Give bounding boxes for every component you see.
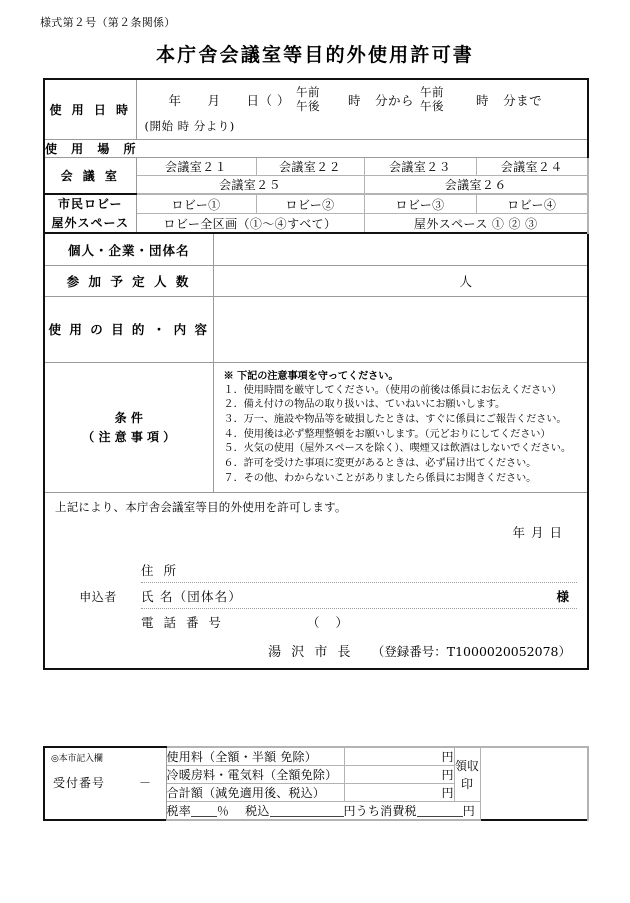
lobby-label-line1: 市民ロビー [57, 197, 123, 212]
permit-form-table [43, 78, 589, 670]
lobby-label [44, 194, 136, 233]
registration-number: （登録番号：T1000020052078） [371, 644, 571, 660]
city-use-cell [44, 747, 166, 820]
tax-rate-input[interactable] [191, 806, 217, 817]
lobby-label-line2: 屋外スペース [51, 215, 129, 230]
pm-end-label: 午後 [420, 98, 445, 113]
hour-end-label: 時 [476, 92, 490, 108]
month-label: 月 [207, 92, 221, 108]
permission-block [44, 493, 588, 670]
hour-start-label: 時 [348, 92, 362, 108]
tax-incl-key: 税込 [245, 804, 270, 818]
fee-row-usage [44, 747, 588, 766]
receipt-number-row[interactable] [45, 764, 166, 791]
mayor-title: 湯 沢 市 長 [268, 645, 354, 661]
tax-consumption-unit: 円 [462, 804, 475, 818]
fee-item-label: 合計額（減免適用後、税込） [166, 784, 344, 802]
room-option-22[interactable]: 会議室２２ [256, 158, 364, 176]
address-key: 住 所 [141, 562, 179, 578]
am-start-label: 午前 [296, 85, 321, 99]
ampm-start[interactable] [296, 86, 320, 113]
room-option-24[interactable]: 会議室２４ [476, 158, 588, 176]
table-row-purpose [44, 296, 588, 362]
outdoor-space-option[interactable]: 屋外スペース ① ② ③ [364, 214, 588, 234]
form-number: 様式第２号（第２条関係） [40, 16, 176, 29]
lobby-option-2[interactable]: ロビー② [256, 194, 364, 214]
fee-amount-cell[interactable] [344, 747, 454, 766]
table-row-place-header [44, 140, 588, 158]
lobby-option-3[interactable]: ロビー③ [364, 194, 476, 214]
condition-item: ２．備え付けの物品の取り扱いは、ていねいにお願いします。 [223, 399, 506, 411]
tax-consumption-input[interactable] [417, 806, 463, 817]
conditions-label [44, 362, 213, 493]
table-row-conditions [44, 362, 588, 493]
table-row-datetime [44, 79, 588, 140]
tax-incl-input[interactable] [270, 806, 344, 817]
place-header-label: 使 用 場 所 [44, 140, 588, 158]
purpose-label: 使 用 の 目 的 ・ 内 容 [44, 296, 213, 362]
applicant-label: 申込者 [79, 589, 117, 604]
conditions-notes [213, 362, 588, 493]
phone-key: 電 話 番 号 [141, 615, 224, 631]
name-row[interactable] [141, 583, 577, 609]
conditions-label-line2: （ 注 意 事 項 ） [82, 429, 176, 444]
participants-label: 参 加 予 定 人 数 [44, 265, 213, 296]
city-use-note: ◎本市記入欄 [51, 754, 103, 764]
minute-from-label: 分から [375, 92, 415, 108]
room-option-21[interactable]: 会議室２１ [136, 158, 256, 176]
phone-row[interactable] [141, 609, 577, 635]
condition-item: ３．万一、施設や物品等を破損したときは、すぐに係員にご報告ください。 [223, 413, 567, 425]
address-row[interactable] [141, 557, 577, 583]
fee-table [43, 746, 589, 821]
datetime-fields[interactable] [136, 79, 588, 140]
permission-date: 年 月 日 [512, 525, 563, 541]
tax-consumption-key: うち消費税 [355, 804, 417, 818]
phone-paren[interactable]: （ ） [307, 615, 354, 631]
fee-amount-cell[interactable] [344, 784, 454, 802]
participants-input-cell[interactable] [213, 265, 588, 296]
fee-amount-unit: 円 [441, 750, 454, 764]
tax-line-cell[interactable] [166, 802, 480, 821]
pm-start-label: 午後 [296, 98, 321, 113]
conditions-heading: ※ 下記の注意事項を守ってください。 [223, 369, 399, 382]
condition-item: １．使用時間を厳守してください。（使用の前後は係員にお伝えください） [223, 384, 562, 396]
lobby-option-4[interactable]: ロビー④ [476, 194, 588, 214]
table-row-applicant-name [44, 233, 588, 265]
name-suffix: 様 [556, 588, 569, 604]
fee-item-label: 使用料（全額・半額 免除） [166, 747, 344, 766]
name-key: 氏 名（団体名） [141, 588, 243, 604]
tax-rate-key: 税率 [166, 804, 191, 818]
page-title: 本庁舎会議室等目的外使用許可書 [155, 44, 474, 66]
table-row-lobby-1 [44, 194, 588, 214]
start-note: (開始 時 分より) [144, 119, 235, 134]
participants-unit: 人 [459, 273, 473, 289]
lobby-option-all[interactable]: ロビー全区画（①～④すべて） [136, 214, 364, 234]
receipt-number-dash: － [139, 776, 153, 790]
seal-blank-cell[interactable] [480, 747, 588, 820]
tax-incl-unit: 円 [343, 804, 356, 818]
receipt-seal-label: 領収印 [454, 758, 479, 791]
year-label: 年 [168, 92, 182, 108]
table-row-permission [44, 493, 588, 670]
room-option-25[interactable]: 会議室２５ [136, 176, 364, 195]
room-option-26[interactable]: 会議室２６ [364, 176, 588, 195]
fee-item-label: 冷暖房料・電気料（全額免除） [166, 766, 344, 784]
table-row-meeting-rooms-1 [44, 158, 588, 176]
fee-amount-cell[interactable] [344, 766, 454, 784]
fee-amount-unit: 円 [441, 768, 454, 782]
condition-item: ７．その他、わからないことがありましたら係員にお聞きください。 [223, 472, 537, 484]
purpose-input[interactable] [213, 296, 588, 362]
applicant-name-input[interactable] [213, 233, 588, 265]
day-label: 日（ ） [246, 92, 291, 108]
condition-item: ６．許可を受けた事項に変更があるときは、必ず届け出てください。 [223, 457, 537, 469]
receipt-seal-cell [454, 747, 480, 802]
applicant-name-label: 個人・企業・団体名 [44, 233, 213, 265]
mayor-row [55, 641, 577, 660]
room-option-23[interactable]: 会議室２３ [364, 158, 476, 176]
condition-item: ４．使用後は必ず整理整頓をお願いします。（元どおりにしてください） [223, 428, 551, 440]
applicant-block [55, 557, 577, 635]
datetime-label: 使 用 日 時 [44, 79, 136, 140]
am-end-label: 午前 [420, 85, 445, 99]
condition-item: ５．火気の使用（屋外スペースを除く）、喫煙又は飲酒はしないでください。 [223, 443, 571, 455]
minute-to-label: 分まで [503, 92, 543, 108]
meeting-room-label: 会 議 室 [44, 158, 136, 195]
conditions-label-line1: 条 件 [114, 410, 143, 425]
receipt-number-label: 受付番号 [53, 776, 106, 790]
tax-rate-unit: ％ [216, 804, 230, 818]
permission-statement: 上記により、本庁舎会議室等目的外使用を許可します。 [55, 500, 347, 515]
ampm-end[interactable] [420, 86, 444, 113]
table-row-participants [44, 265, 588, 296]
fee-amount-unit: 円 [441, 786, 454, 800]
lobby-option-1[interactable]: ロビー① [136, 194, 256, 214]
